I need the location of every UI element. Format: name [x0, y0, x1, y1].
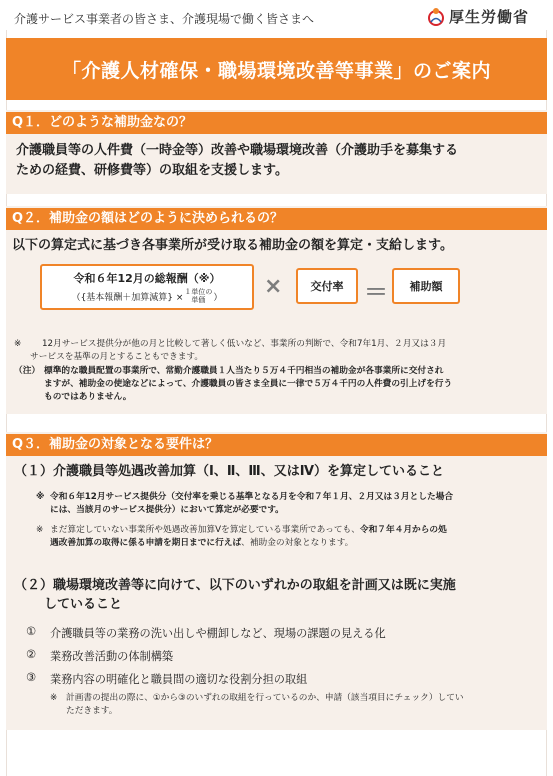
list-item-text: 業務内容の明確化と職員間の適切な役割分担の取組	[50, 673, 308, 686]
requirement2-title-line2: していること	[44, 597, 123, 612]
list-item	[26, 671, 307, 687]
unit-price-label	[184, 288, 212, 304]
req2-note-line1: 計画書の提出の際に、①から③のいずれの取組を行っているのか、申請（該当項目にチェック）してい	[66, 693, 464, 703]
req1-note2-line1-a: まだ算定していない事業所や処遇改善加算Ⅴを算定している事業所であっても、	[50, 525, 360, 535]
formula-total-remuneration-box	[40, 264, 254, 310]
multiply-icon: ×	[264, 274, 283, 299]
formula-calc-expression: （{基本報酬＋加算減算} ×	[71, 292, 184, 303]
req2-note-line2: ただきます。	[66, 706, 118, 716]
q2-note2-line3: ものではありません。	[44, 392, 132, 402]
req1-note1-line2: には、当該月のサービス提供分）において算定が必要です。	[50, 505, 284, 515]
q2-note1-line2: サービスを基準の月とすることもできます。	[30, 352, 204, 362]
subsidy-amount-box: 補助額	[392, 268, 460, 304]
q2-heading: Q２．補助金の額はどのように決められるの？	[6, 208, 547, 230]
formula-calc-close: ）	[213, 292, 223, 303]
unit-price-label-bottom: 単価	[191, 296, 206, 304]
requirement2-title-line1: （２）職場環境改善等に向けて、以下のいずれかの取組を計画又は既に実施	[14, 578, 456, 593]
req2-note-mark: ※	[50, 693, 58, 703]
unit-price-label-top: １単位の	[184, 288, 213, 296]
requirement1-title: （１）介護職員等処遇改善加算（Ⅰ、Ⅱ、Ⅲ、又はⅣ）を算定していること	[14, 464, 444, 479]
list-item	[26, 625, 386, 641]
list-item-text: 介護職員等の業務の洗い出しや棚卸しなど、現場の課題の見える化	[50, 627, 386, 640]
req1-note1-mark: ※	[36, 492, 45, 502]
q2-note2-mark: （注）	[14, 366, 41, 376]
formula-calculation-detail	[72, 288, 223, 304]
q1-answer-line1: 介護職員等の人件費（一時金等）改善や職場環境改善（介護助手を募集する	[16, 143, 459, 158]
req1-note1-line1: 令和６年12月サービス提供分（交付率を乗じる基準となる月を令和７年１月、２月又は３月とした場合	[50, 492, 454, 502]
q2-note1-line1: 12月サービス提供分が他の月と比較して著しく低いなど、事業所の判断で、令和7年1月、２月又は３月	[42, 339, 447, 349]
q2-note2-line2: ますが、補助金の使途などによって、介護職員の皆さま全員に一律で５万４千円の人件費の引上げを行う	[44, 379, 453, 389]
list-item-number: ①	[26, 625, 37, 638]
q1-heading: Q１．どのような補助金なの？	[6, 112, 547, 134]
q2-note2-line1: 標準的な職員配置の事業所で、常勤介護職員１人当たり５万４千円相当の補助金が各事業所に交付され	[44, 366, 444, 376]
req1-note2-line2-b: 、補助金の対象となります。	[241, 538, 354, 548]
req1-note2-line1	[50, 524, 447, 537]
q2-lead: 以下の算定式に基づき各事業所が受け取る補助金の額を算定・支給します。	[12, 238, 453, 253]
mhlw-logo-icon	[427, 7, 445, 27]
page-title: 「介護人材確保・職場環境改善等事業」のご案内	[61, 59, 491, 82]
audience-greeting: 介護サービス事業者の皆さま、介護現場で働く皆さまへ	[14, 12, 315, 26]
formula-total-remuneration-label: 令和６年12月の総報酬（※）	[73, 272, 221, 285]
req1-note2-mark: ※	[36, 525, 44, 535]
req1-note2-line2-a: 遇改善加算の取得に係る申請を期日までに行えば	[50, 538, 242, 548]
mhlw-logo	[427, 6, 529, 27]
list-item-number: ②	[26, 648, 37, 661]
list-item	[26, 648, 173, 664]
q1-answer-line2: ための経費、研修費等）の取組を支援します。	[16, 163, 288, 178]
equals-icon: ＝	[364, 278, 388, 306]
list-item-text: 業務改善活動の体制構築	[50, 650, 174, 663]
req1-note2-line2	[50, 537, 353, 550]
ministry-name: 厚生労働省	[448, 8, 529, 26]
list-item-number: ③	[26, 671, 37, 684]
q2-note1-mark: ※	[14, 339, 22, 349]
title-banner	[6, 38, 547, 100]
req1-note2-line1-b: 令和７年４月からの処	[359, 525, 447, 535]
q3-heading: Q３．補助金の対象となる要件は？	[6, 434, 547, 456]
grant-rate-box: 交付率	[296, 268, 358, 304]
